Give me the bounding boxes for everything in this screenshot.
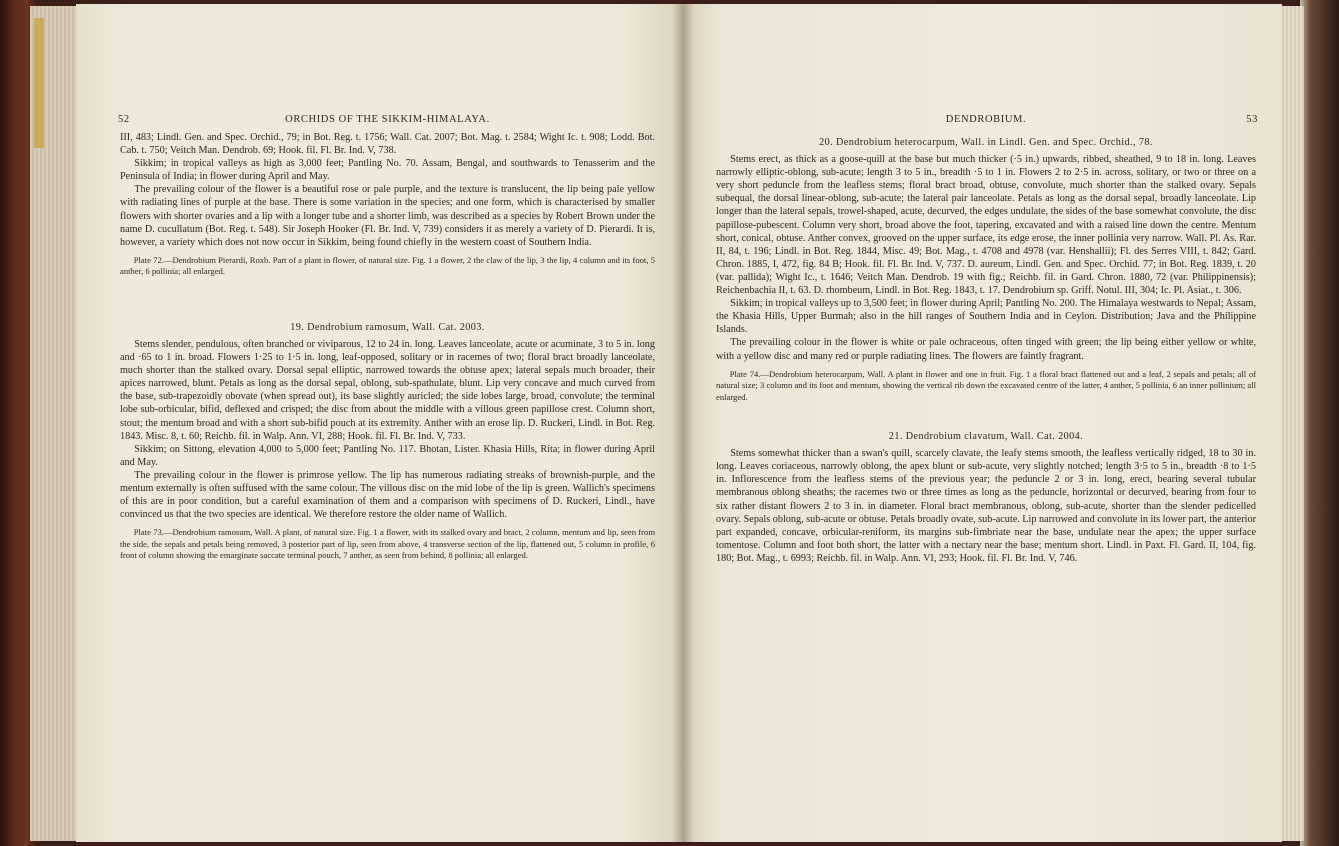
- plate-caption-73: Plate 73.—Dendrobium ramosum, Wall. A plant, of natural size. Fig. 1 a flower, with its stalked ovary and bract, 2 column, mentum and lip, seen from the side, the sepals and petals being removed, 3 posterior part of lip, seen from above, 4 transverse section of the lip, flattened out, 5 column in profile, 6 front of column showing the emarginate saccate terminal pouch, 7 anther, as seen from behind, 8 pollinia; all enlarged.: [120, 527, 655, 561]
- book-gutter: [672, 4, 694, 842]
- right-page-text: [716, 113, 1256, 565]
- running-head-title-left: ORCHIDS OF THE SIKKIM-HIMALAYA.: [285, 114, 490, 125]
- paragraph: The prevailing colour of the flower is a beautiful rose or pale purple, and the texture is translucent, the lip being pale yellow with radiating lines of purple at the base. There is some variation in the species; and one form, which is characterised by smaller flowers with shorter ovaries and a lip with a longer tube and a shorter limb, was described as a species by Robert Brown under the name D. cucullatum (Bot. Reg. t. 548). Sir Joseph Hooker (Fl. Br. Ind. V, 739) considers it as merely a variety of D. Pierardi. It is, however, a variety which does not now occur in Sikkim, being found chiefly in the western coast of Southern India.: [120, 184, 655, 248]
- species-heading-19: 19. Dendrobium ramosum, Wall. Cat. 2003.: [290, 321, 485, 333]
- page-number-left: 52: [118, 114, 130, 125]
- plate-caption-72: Plate 72.—Dendrobium Pierardi, Roxb. Part of a plant in flower, of natural size. Fig. 1 a flower, 2 the claw of the lip, 3 the lip, 4 column and its foot, 5 anther, 6 pollinia; all enlarged.: [120, 254, 655, 277]
- bookmark-ribbon: [34, 18, 44, 148]
- plate-caption-74: Plate 74.—Dendrobium heterocarpum, Wall. A plant in flower and one in fruit. Fig. 1 a floral bract flattened out and a leaf, 2 sepals and petals; all of natural size; 3 column and its foot and mentum, showing the vertical rib down the excavated centre of the latter, 4 anther, 5 pollinia, 6 an inner pollinium; all enlarged.: [716, 368, 1256, 402]
- left-page-text: [120, 113, 655, 564]
- paragraph: Stems somewhat thicker than a swan's quill, scarcely clavate, the leafy stems smooth, the leafless vertically ridged, 18 to 30 in. long. Leaves coriaceous, narrowly oblong, the apex blunt or sub-acute, very slightly notched; length 3·5 to 5 in., breadth ·8 to 1·5 in. Inflorescence from the leafless stems of the previous year; the peduncle 2 or 3 in. long, erect, bearing several tubular membranous oblong sheaths; the racemes two or three times as long as the peduncle, horizontal or decurved, bearing from four to six rather distant flowers 2 to 3 in. in diameter. Floral bract membranous, oblong, sub-acute, shorter than the slender pedicelled ovary. Sepals oblong, sub-acute or obtuse. Petals broadly ovate, sub-acute. Lip narrowed and convolute in its lower part, the anterior part expanded, concave, orbicular-reniform, its margins sub-fimbriate near the base, undulate near the apex; the upper surface tomentose. Column and foot both short, the latter with a nectary near the base; mentum short. Lindl. in Paxt. Fl. Gard. II, 104, fig. 180; Bot. Mag., t. 6993; Reichb. fil. in Walp. Ann. VI, 293; Hook. fil. Fl. Br. Ind. V, 746.: [716, 448, 1256, 564]
- species-heading-20: 20. Dendrobium heterocarpum, Wall. in Lindl. Gen. and Spec. Orchid., 78.: [819, 137, 1153, 148]
- page-edges-right: [1280, 6, 1304, 841]
- paragraph: Sikkim; in tropical valleys up to 3,500 feet; in flower during April; Pantling No. 200. The Himalaya westwards to Nepal; Assam, the Khasia Hills, Upper Burmah; also in the hill ranges of Southern India and in Ceylon. Distribution; Java and the Philippine Islands.: [716, 298, 1256, 336]
- paragraph: Stems slender, pendulous, often branched or viviparous, 12 to 24 in. long. Leaves lanceolate, acute or acuminate, 3 to 5 in. long and ·65 to 1 in. broad. Flowers 1·25 to 1·5 in. long, leaf-opposed, solitary or in racemes of two; floral bract broadly lanceolate, much shorter than the stalked ovary. Dorsal sepal elliptic, narrowed towards the obtuse apex; lateral sepals much broader, their apices narrowed, blunt. Petals as long as the dorsal sepal, oblong, sub-spathulate, blunt. Lip very concave and much curved from the base, sub-trapezoidly obovate (when spread out), its base slightly auricled; the side lobes large, broad, convolute; the terminal lobe sub-orbicular, bifid, deflexed and crisped; the disc from about the middle with a villous green papillose crest. Column short, stout; the mentum broad and with a short sub-bifid pouch at its extremity. Anther with an erose lip. D. Ruckeri, Lindl. in Bot. Reg. 1843. Misc. 8, t. 60; Reichb. fil. in Walp. Ann. VI, 288; Hook. fil. Fl. Br. Ind. V, 733.: [120, 338, 655, 442]
- paragraph: Stems erect, as thick as a goose-quill at the base but much thicker (·5 in.) upwards, ribbed, sheathed, 9 to 18 in. long. Leaves narrowly elliptic-oblong, sub-acute; length 3 to 5 in., breadth ·5 to 1 in. Flowers 2 to 2·5 in. across, solitary, or two or three on a very short peduncle from the leafless stems; floral bract broad, obtuse, convolute, much shorter than the stalked ovary. Sepals subequal, the dorsal linear-oblong, sub-acute; the lateral pair lanceolate. Petals as long as the dorsal sepal, broadly lanceolate. Lip longer than the lateral sepals, trowel-shaped, acute, decurved, the edges undulate, the sides of the base somewhat convolute, the disc papillose-pubescent. Column very short, broad above the foot, tapering, excavated and with a raised line down the centre. Mentum short, conical, obtuse. Anther convex, grooved on the upper surface, its edge erose, the inner pollinia very narrow. Wall. Pl. As. Rar. II, 84, t. 196; Lindl. in Bot. Reg. 1844, Misc. 49; Bot. Mag., t. 4708 and 4978 (var. Henshallii); Fl. des Serres VIII, t. 842; Gard. Chron. 1885, I, 472, fig. 84 B; Hook. fil. Fl. Br. Ind. V, 737. D. aureum, Lindl. Gen. and Spec. Orchid. 77; in Bot. Reg. 1839, t. 20 (var. pallida); Wight Ic., t. 1646; Veitch Man. Dendrob. 19 with fig.; Reichb. fil. in Gard. Chron. 1880, 72 (var. Philippinensis); Reichenbachia II, t. 63. D. rhombeum, Lindl. in Bot. Reg. 1843, t. 17. Dendrobium sp. Griff. Notul. III, 304; Ic. Pl. Asiat., t. 306.: [716, 154, 1256, 297]
- paragraph: The prevailing colour in the flower is white or pale ochraceous, often tinged with green; the lip being either yellow or white, with a yellow disc and many red or purple radiating lines. The flowers are faintly fragrant.: [716, 337, 1256, 362]
- page-number-right: 53: [1246, 114, 1258, 125]
- paragraph: The prevailing colour in the flower is primrose yellow. The lip has numerous radiating streaks of brownish-purple, and the mentum externally is often suffused with the same colour. The villous disc on the mid lobe of the lip is green. Wallich's specimens of this are in poor condition, but a careful examination of them and a comparison with specimens of D. Ruckeri, Lindl., have convinced us that the two species are identical. We therefore restore the older name of Wallich.: [120, 469, 655, 521]
- left-running-head: [120, 113, 655, 129]
- paragraph: Sikkim; in tropical valleys as high as 3,000 feet; Pantling No. 70. Assam, Bengal, and southwards to Tenasserim and the Peninsula of India; in flower during April and May.: [120, 158, 655, 183]
- species-heading-21: 21. Dendrobium clavatum, Wall. Cat. 2004.: [888, 431, 1084, 443]
- paragraph: Sikkim; on Sittong, elevation 4,000 to 5,000 feet; Pantling No. 117. Bhotan, Lister. Khasia Hills, Rita; in flower during April and May.: [120, 443, 655, 468]
- right-running-head: [716, 113, 1256, 129]
- paragraph: III, 483; Lindl. Gen. and Spec. Orchid., 79; in Bot. Reg. t. 1756; Wall. Cat. 2007; Bot. Mag. t. 2584; Wight Ic. t. 908; Lodd. Bot. Cab. t. 750; Veitch Man. Dendrob. 69; Hook. fil. Fl. Br. Ind. V, 738.: [120, 132, 655, 157]
- book-cover-right: [1300, 0, 1339, 846]
- running-head-title-right: DENDROBIUM.: [945, 114, 1027, 125]
